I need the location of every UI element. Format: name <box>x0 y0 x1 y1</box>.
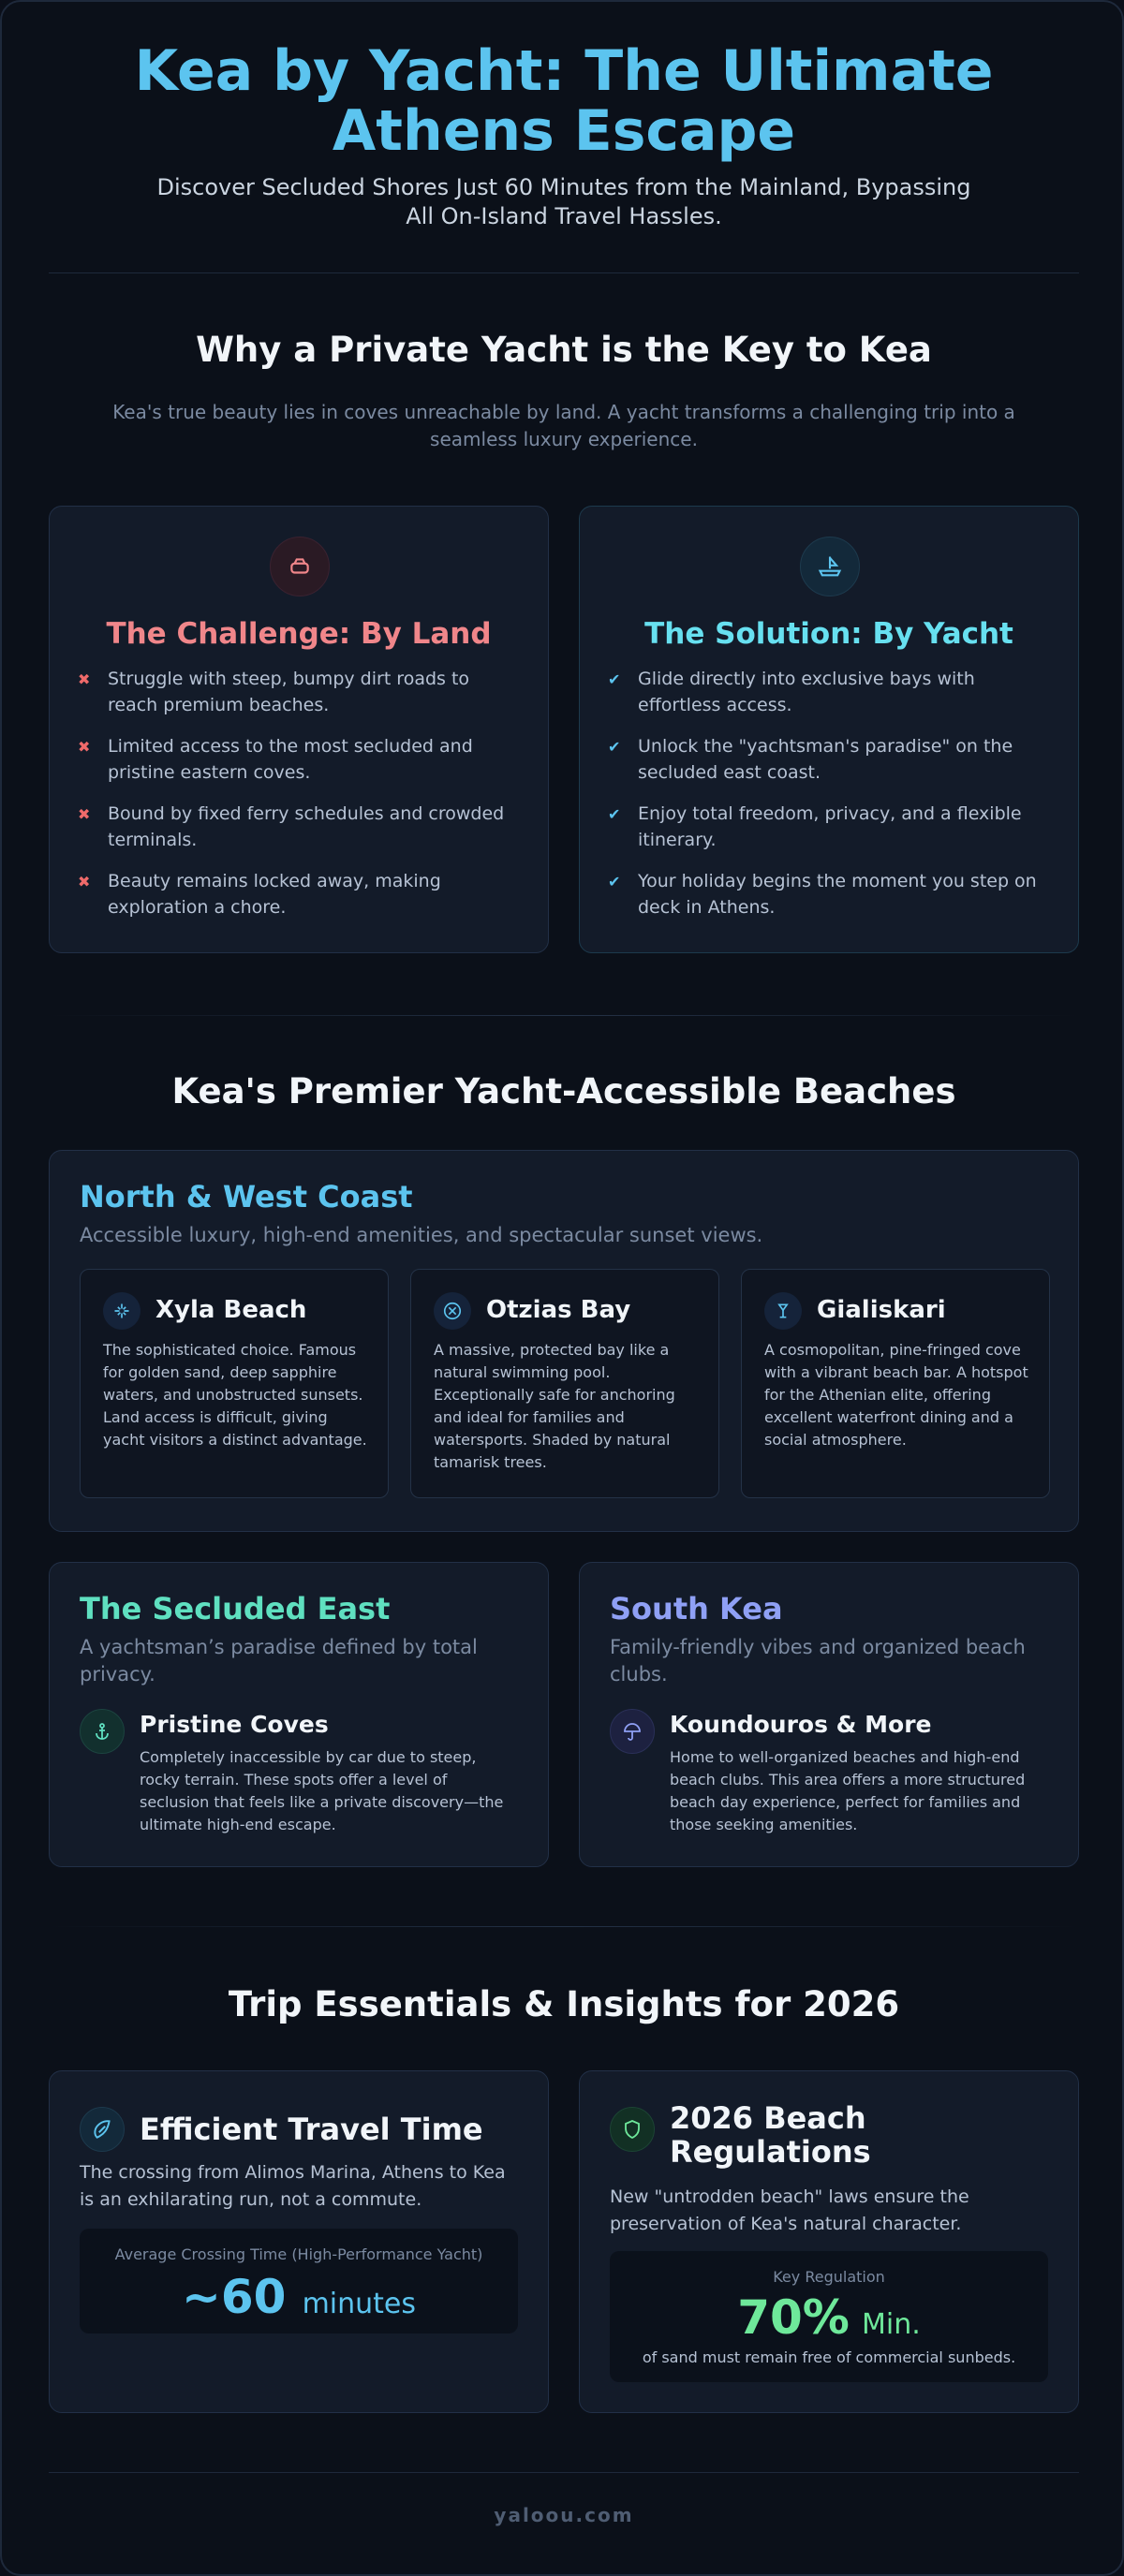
check-icon: ✔ <box>608 670 621 688</box>
south-item-name: Koundouros & More <box>670 1711 932 1738</box>
beach-name: Gialiskari <box>817 1296 946 1324</box>
list-item-text: Limited access to the most secluded and pristine eastern coves. <box>108 736 473 783</box>
footer-divider <box>49 2472 1079 2473</box>
solution-title: The Solution: By Yacht <box>644 617 1013 651</box>
beach-name: Xyla Beach <box>155 1296 307 1324</box>
regulations-stat-label: Key Regulation <box>773 2268 885 2286</box>
regulations-stat-box <box>610 2251 1048 2382</box>
essentials-section-title: Trip Essentials & Insights for 2026 <box>228 1984 900 2024</box>
footer-link[interactable]: yaloou.com <box>494 2504 634 2526</box>
solution-card <box>579 506 1079 953</box>
car-icon <box>270 537 330 596</box>
why-section-title: Why a Private Yacht is the Key to Kea <box>196 330 932 370</box>
regulations-stat-value <box>610 2290 1048 2345</box>
page-title: Kea by Yacht: The Ultimate Athens Escape <box>134 38 994 164</box>
beach-text: A cosmopolitan, pine-fringed cove with a vibrant beach bar. A hotspot for the Athenian elite, offering excellent waterfront dining and a social atmosphere. <box>764 1341 1028 1449</box>
regulations-stat-number: 70% <box>737 2290 850 2345</box>
speed-icon <box>80 2107 125 2152</box>
list-item <box>608 868 1050 920</box>
list-item <box>608 666 1050 718</box>
list-item <box>78 868 520 920</box>
south-item-text: Home to well-organized beaches and high-end beach clubs. This area offers a more structured beach day experience, perfect for families and those seeking amenities. <box>670 1748 1026 1833</box>
regulations-stat-note: of sand must remain free of commercial sunbeds. <box>642 2348 1016 2366</box>
beach-text: A massive, protected bay like a natural swimming pool. Exceptionally safe for anchoring and ideal for families and watersports. Shaded by natural tamarisk trees. <box>434 1341 675 1471</box>
section-divider <box>49 1926 1079 1927</box>
east-card <box>49 1562 549 1867</box>
check-icon: ✔ <box>608 805 621 823</box>
beach-name: Otzias Bay <box>486 1296 631 1324</box>
header-divider <box>49 272 1079 273</box>
challenge-list <box>78 666 520 935</box>
list-item <box>78 801 520 853</box>
list-item-text: Beauty remains locked away, making exploration a chore. <box>108 871 441 918</box>
shield-icon <box>610 2107 655 2152</box>
umbrella-icon <box>610 1709 655 1754</box>
travel-stat-box <box>80 2229 518 2333</box>
east-description: A yachtsman’s paradise defined by total privacy. <box>80 1636 478 1685</box>
beach-text: The sophisticated choice. Famous for golden sand, deep sapphire waters, and unobstructed sunsets. Land access is difficult, giving yacht visitors a distinct advantage. <box>103 1341 367 1449</box>
list-item-text: Unlock the "yachtsman's paradise" on the secluded east coast. <box>638 736 1013 783</box>
travel-card <box>49 2070 549 2413</box>
yacht-icon <box>800 537 860 596</box>
list-item-text: Bound by fixed ferry schedules and crowded terminals. <box>108 803 505 850</box>
list-item <box>608 733 1050 786</box>
x-icon: ✖ <box>78 670 91 688</box>
list-item-text: Glide directly into exclusive bays with effortless access. <box>638 669 975 715</box>
south-title: South Kea <box>610 1591 783 1627</box>
x-icon: ✖ <box>78 873 91 891</box>
compass-icon <box>434 1292 471 1330</box>
section-divider <box>49 1015 1079 1016</box>
south-card <box>579 1562 1079 1867</box>
check-icon: ✔ <box>608 738 621 756</box>
travel-stat-value <box>80 2270 518 2324</box>
travel-stat-unit: minutes <box>302 2288 416 2320</box>
regulations-text: New "untrodden beach" laws ensure the preservation of Kea's natural character. <box>610 2186 969 2234</box>
list-item <box>78 666 520 718</box>
list-item-text: Struggle with steep, bumpy dirt roads to reach premium beaches. <box>108 669 470 715</box>
north-west-card <box>49 1150 1079 1532</box>
regulations-title: 2026 Beach Regulations <box>670 2100 871 2170</box>
cocktail-icon <box>764 1292 802 1330</box>
list-item-text: Your holiday begins the moment you step on deck in Athens. <box>638 871 1037 918</box>
east-item-name: Pristine Coves <box>140 1711 329 1738</box>
why-section-intro: Kea's true beauty lies in coves unreachable by land. A yacht transforms a challenging trip into a seamless luxury experience. <box>112 401 1015 450</box>
beach-card-xyla <box>80 1269 389 1498</box>
solution-list <box>608 666 1050 935</box>
list-item <box>608 801 1050 853</box>
travel-title: Efficient Travel Time <box>140 2112 483 2147</box>
regulations-card <box>579 2070 1079 2413</box>
beach-card-gialiskari <box>741 1269 1050 1498</box>
beach-card-otzias <box>410 1269 719 1498</box>
x-icon: ✖ <box>78 805 91 823</box>
travel-stat-number: ~60 <box>181 2270 287 2324</box>
sparkle-icon <box>103 1292 140 1330</box>
travel-text: The crossing from Alimos Marina, Athens to Kea is an exhilarating run, not a commute. <box>80 2162 506 2210</box>
travel-stat-label: Average Crossing Time (High-Performance Yacht) <box>114 2245 483 2263</box>
challenge-title: The Challenge: By Land <box>106 617 492 651</box>
beaches-section-title: Kea's Premier Yacht-Accessible Beaches <box>171 1071 956 1111</box>
x-icon: ✖ <box>78 738 91 756</box>
south-description: Family-friendly vibes and organized beach clubs. <box>610 1636 1026 1685</box>
east-item-text: Completely inaccessible by car due to steep, rocky terrain. These spots offer a level of seclusion that feels like a private discovery—the ultimate high-end escape. <box>140 1748 504 1833</box>
anchor-icon <box>80 1709 125 1754</box>
check-icon: ✔ <box>608 873 621 891</box>
list-item-text: Enjoy total freedom, privacy, and a flexible itinerary. <box>638 803 1022 850</box>
challenge-card <box>49 506 549 953</box>
regulations-stat-unit: Min. <box>862 2308 921 2341</box>
page-subtitle: Discover Secluded Shores Just 60 Minutes from the Mainland, Bypassing All On-Island Travel Hassles. <box>156 174 971 229</box>
list-item <box>78 733 520 786</box>
east-title: The Secluded East <box>80 1591 391 1627</box>
north-west-title: North & West Coast <box>80 1179 413 1214</box>
north-west-description: Accessible luxury, high-end amenities, and spectacular sunset views. <box>80 1224 763 1246</box>
